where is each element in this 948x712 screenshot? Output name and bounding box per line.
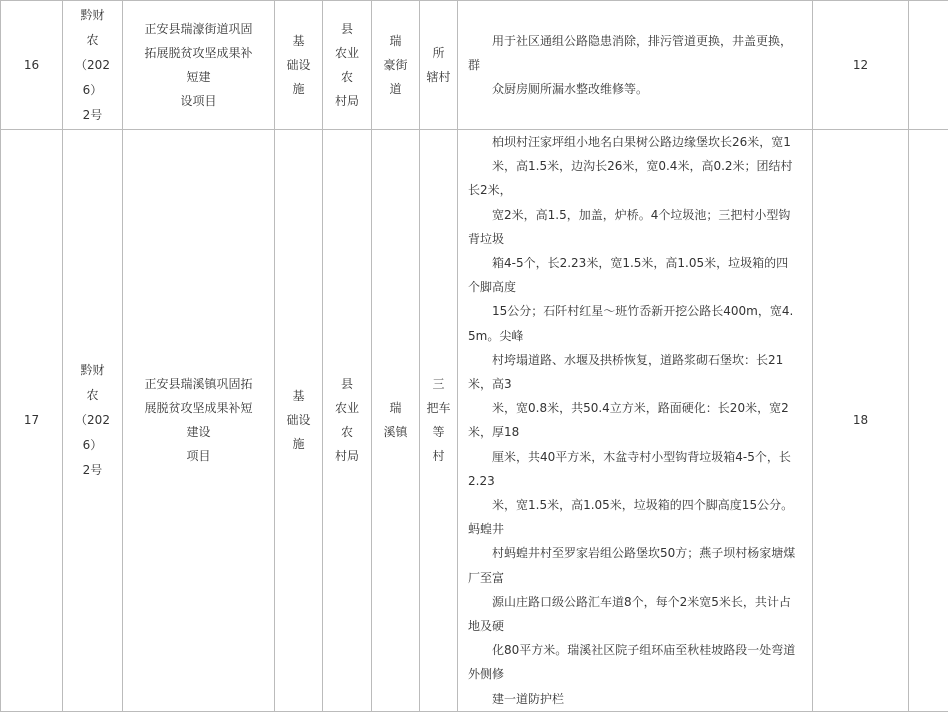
content-cell — [458, 130, 813, 712]
town: 瑞 豪街道 — [383, 29, 409, 101]
document-number: 黔财 农 （2026） 2号 — [75, 3, 111, 128]
row-index: 16 — [1, 53, 62, 77]
project-name: 正安县瑞溪镇巩固拓 展脱贫攻坚成果补短建设 项目 — [140, 372, 258, 468]
project-category: 基 础设施 — [286, 384, 312, 456]
project-name: 正安县瑞濠街道巩固 拓展脱贫攻坚成果补短建 设项目 — [140, 17, 258, 113]
project-name-cell — [123, 130, 275, 712]
village-cell — [420, 130, 458, 712]
document-number-cell — [63, 1, 123, 130]
empty-cell — [909, 1, 948, 130]
row-index-cell — [1, 1, 63, 130]
row-index-cell — [1, 130, 63, 712]
village: 所 辖村 — [426, 41, 452, 89]
village: 三 把车等 村 — [426, 372, 452, 468]
project-name-cell — [123, 1, 275, 130]
town: 瑞 溪镇 — [383, 396, 409, 444]
table-row — [1, 1, 948, 130]
construction-content: 柏坝村汪家坪组小地名白果树公路边缘堡坎长26米，宽1 米，高1.5米，边沟长26米，宽0.4米，高0.2米；团结村长2米， 宽2米，高1.5，加盖，炉桥。4个垃圾池；三把村小型钩背垃圾 箱4-5个，长2.23米，宽1.5米，高1.05米，垃圾箱的四个脚高度 15公分；石阡村红星～班竹岙新开挖公路长400m，宽4.5m。尖峰 村垮塌道路、水堰及拱桥恢复，道路浆砌石堡坎：长21米，高3 米，宽0.8米，共50.4立方米，路面硬化：长20米，宽2米，厚18 厘米，共40平方米，木盆寺村小型钩背垃圾箱4-5个，长2.23 米，宽1.5米，高1.05米，垃圾箱的四个脚高度15公分。蚂蝗井 村蚂蝗井村至罗家岩组公路堡坎50方；燕子坝村杨家塘煤厂至富 源山庄路口级公路汇车道8个，每个2米宽5米长，共计占地及硬 化80平方米。瑞溪社区院子组环庙至秋桂坡路段一处弯道外侧修 建一道防护栏 — [458, 130, 812, 711]
table-row — [1, 130, 948, 712]
town-cell — [372, 1, 420, 130]
category-cell — [275, 130, 323, 712]
fund-amount: 12 — [813, 53, 908, 77]
department-cell — [323, 130, 372, 712]
town-cell — [372, 130, 420, 712]
project-category: 基 础设施 — [286, 29, 312, 101]
responsible-department: 县 农业农 村局 — [334, 17, 360, 113]
category-cell — [275, 1, 323, 130]
document-number: 黔财 农 （2026） 2号 — [75, 358, 111, 483]
document-number-cell — [63, 130, 123, 712]
amount-cell — [813, 1, 909, 130]
responsible-department: 县 农业农 村局 — [334, 372, 360, 468]
village-cell — [420, 1, 458, 130]
content-cell — [458, 1, 813, 130]
amount-cell — [813, 130, 909, 712]
department-cell — [323, 1, 372, 130]
fund-amount: 18 — [813, 408, 908, 432]
construction-content: 用于社区通组公路隐患消除，排污管道更换，井盖更换，群 众厨房厕所漏水整改维修等。 — [458, 29, 812, 101]
empty-cell — [909, 130, 948, 712]
row-index: 17 — [1, 408, 62, 432]
